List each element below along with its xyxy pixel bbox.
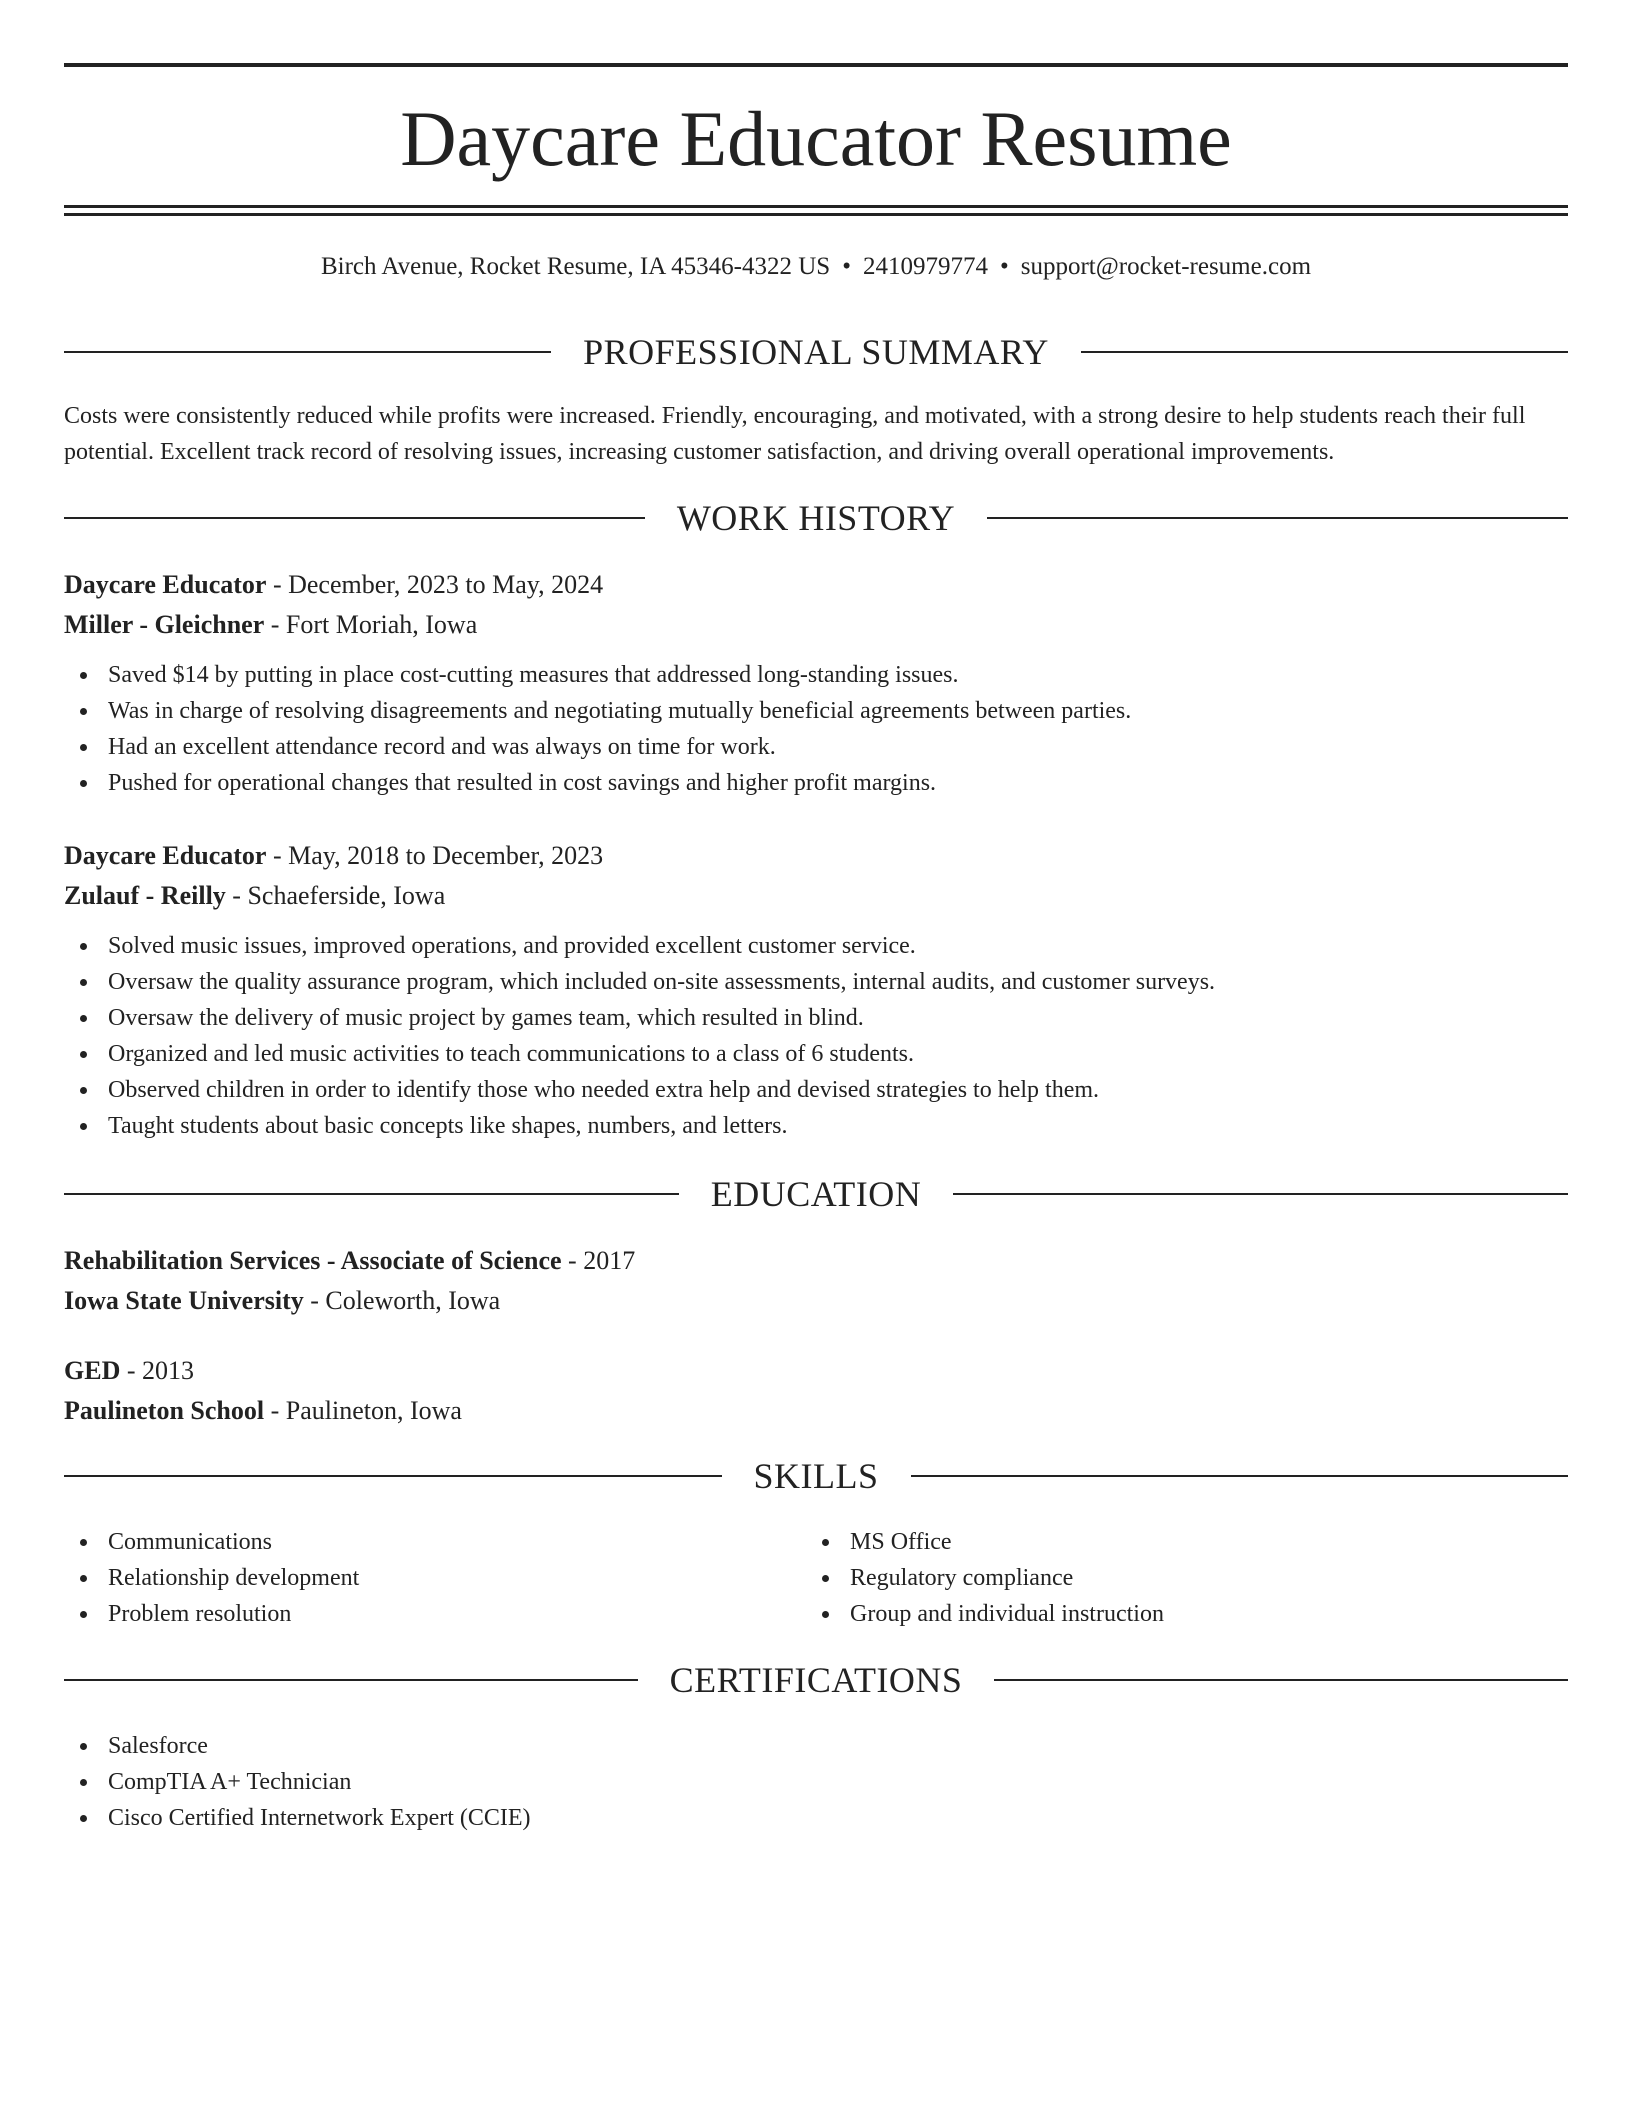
degree: GED (64, 1356, 121, 1385)
list-item: Pushed for operational changes that resulted in cost savings and higher profit margins. (64, 765, 1568, 801)
school-line (64, 1281, 1568, 1321)
job-company: Miller - Gleichner (64, 610, 265, 639)
list-item: Had an excellent attendance record and was always on time for work. (64, 729, 1568, 765)
section-heading-education (64, 1174, 1568, 1214)
section-heading-skills (64, 1456, 1568, 1496)
heading-rule (911, 1475, 1569, 1477)
list-item: Relationship development (64, 1560, 806, 1596)
school-location: - Paulineton, Iowa (264, 1396, 462, 1425)
school: Iowa State University (64, 1286, 304, 1315)
certifications-items (64, 1728, 1568, 1836)
resume-page (64, 0, 1568, 1831)
school-location: - Coleworth, Iowa (303, 1286, 501, 1315)
list-item: Taught students about basic concepts like shapes, numbers, and letters. (64, 1108, 1568, 1144)
list-item: Oversaw the delivery of music project by games team, which resulted in blind. (64, 1000, 1568, 1036)
job-entry (64, 836, 1568, 1144)
list-item: CompTIA A+ Technician (64, 1764, 1568, 1800)
school-line (64, 1391, 1568, 1431)
contact-address: Birch Avenue, Rocket Resume, IA 45346-4322 US (320, 253, 831, 280)
degree-line (64, 1241, 1568, 1281)
header-top-rule (64, 63, 1568, 67)
school: Paulineton School (64, 1396, 265, 1425)
job-dates: - December, 2023 to May, 2024 (266, 570, 604, 599)
heading-rule (64, 517, 645, 519)
skills-column-left (64, 1524, 806, 1632)
list-item: Observed children in order to identify those who needed extra help and devised strategies to help them. (64, 1072, 1568, 1108)
degree: Rehabilitation Services - Associate of Science (64, 1246, 562, 1275)
job-dates: - May, 2018 to December, 2023 (266, 841, 604, 870)
heading-rule (953, 1193, 1568, 1195)
list-item: Cisco Certified Internetwork Expert (CCIE) (64, 1800, 1568, 1836)
section-title: EDUCATION (710, 1174, 922, 1214)
certifications-list (64, 1728, 1568, 1836)
list-item: Oversaw the quality assurance program, which included on-site assessments, internal audits, and customer surveys. (64, 964, 1568, 1000)
summary-text: Costs were consistently reduced while profits were increased. Friendly, encouraging, and motivated, with a strong desire to help students reach their full potential. Excellent track record of resolving issues, increasing customer satisfaction, and driving overall operational improvements. (64, 403, 1526, 465)
job-location: - Fort Moriah, Iowa (264, 610, 478, 639)
degree-year: - 2017 (561, 1246, 636, 1275)
job-company-line (64, 876, 1568, 916)
heading-rule (1081, 351, 1568, 353)
skills-list (64, 1524, 1568, 1632)
job-title: Daycare Educator (64, 570, 267, 599)
section-title: WORK HISTORY (676, 498, 956, 538)
job-location: - Schaeferside, Iowa (225, 881, 446, 910)
job-company: Zulauf - Reilly (64, 881, 226, 910)
degree-year: - 2013 (120, 1356, 195, 1385)
heading-rule (64, 1193, 679, 1195)
list-item: Problem resolution (64, 1596, 806, 1632)
education-entry (64, 1241, 1568, 1321)
heading-rule (987, 517, 1568, 519)
header-double-rule (64, 205, 1568, 216)
job-bullets (64, 928, 1568, 1144)
list-item: MS Office (806, 1524, 1548, 1560)
section-heading-work-history (64, 498, 1568, 538)
job-title-line (64, 565, 1568, 605)
education-entry (64, 1351, 1568, 1431)
list-item: Communications (64, 1524, 806, 1560)
job-company-line (64, 605, 1568, 645)
section-heading-summary (64, 332, 1568, 372)
section-title: CERTIFICATIONS (669, 1660, 963, 1700)
job-bullets (64, 657, 1568, 801)
contact-separator: • (842, 253, 851, 280)
degree-line (64, 1351, 1568, 1391)
list-item: Saved $14 by putting in place cost-cutting measures that addressed long-standing issues. (64, 657, 1568, 693)
page-title: Daycare Educator Resume (400, 95, 1232, 182)
list-item: Solved music issues, improved operations, and provided excellent customer service. (64, 928, 1568, 964)
section-heading-certifications (64, 1660, 1568, 1700)
heading-rule (64, 351, 551, 353)
list-item: Regulatory compliance (806, 1560, 1548, 1596)
heading-rule (64, 1679, 638, 1681)
skills-column-right (806, 1524, 1548, 1632)
contact-phone: 2410979774 (862, 253, 988, 280)
list-item: Organized and led music activities to teach communications to a class of 6 students. (64, 1036, 1568, 1072)
section-title: PROFESSIONAL SUMMARY (583, 332, 1049, 372)
contact-separator: • (999, 253, 1009, 280)
job-title: Daycare Educator (64, 841, 267, 870)
list-item: Salesforce (64, 1728, 1568, 1764)
list-item: Was in charge of resolving disagreements and negotiating mutually beneficial agreements between parties. (64, 693, 1568, 729)
job-title-line (64, 836, 1568, 876)
heading-rule (64, 1475, 722, 1477)
list-item: Group and individual instruction (806, 1596, 1548, 1632)
section-title: SKILLS (753, 1456, 879, 1496)
contact-email: support@rocket-resume.com (1020, 253, 1312, 280)
heading-rule (994, 1679, 1568, 1681)
job-entry (64, 565, 1568, 801)
contact-line (64, 252, 1568, 282)
